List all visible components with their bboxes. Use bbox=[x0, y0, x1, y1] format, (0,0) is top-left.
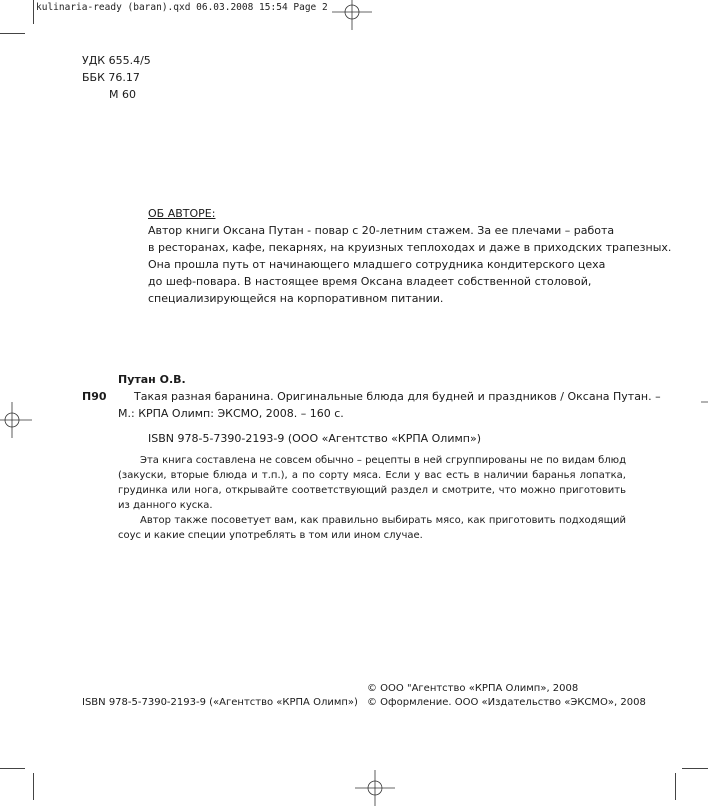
catalog-title: Такая разная баранина. Оригинальные блюда для будней и праздников / Оксана Путан. – bbox=[134, 390, 661, 403]
catalog-isbn: ISBN 978-5-7390-2193-9 (ООО «Агентство «КРПА Олимп») bbox=[148, 432, 481, 445]
about-author-heading: ОБ АВТОРЕ: bbox=[148, 207, 216, 220]
udk: УДК 655.4/5 bbox=[82, 54, 151, 67]
crop-mark bbox=[33, 0, 34, 24]
crop-mark bbox=[675, 773, 676, 800]
copyright-line: © Оформление. ООО «Издательство «ЭКСМО», 2008 bbox=[367, 697, 646, 708]
registration-mark-icon bbox=[355, 768, 395, 808]
registration-mark-icon bbox=[701, 382, 708, 422]
crop-mark bbox=[0, 768, 25, 769]
about-author-line: в ресторанах, кафе, пекарнях, на круизных теплоходах и даже в приходских трапезных. bbox=[148, 241, 672, 254]
author-mark: М 60 bbox=[109, 88, 136, 101]
catalog-code: П90 bbox=[82, 390, 107, 403]
catalog-imprint: М.: КРПА Олимп: ЭКСМО, 2008. – 160 с. bbox=[118, 407, 344, 420]
annotation bbox=[118, 453, 626, 543]
annotation-paragraph: Автор также посоветует вам, как правильно выбирать мясо, как приготовить подходящий соус и какие специи употреблять в том или ином случае. bbox=[118, 515, 626, 541]
file-slug: kulinaria-ready (baran).qxd 06.03.2008 15:54 Page 2 bbox=[36, 2, 328, 13]
registration-mark-icon bbox=[332, 0, 372, 32]
about-author-line: специализирующейся на корпоративном питании. bbox=[148, 292, 444, 305]
catalog-author: Путан О.В. bbox=[118, 373, 186, 386]
annotation-paragraph: Эта книга составлена не совсем обычно – рецепты в ней сгруппированы не по видам блюд (закуски, вторые блюда и т.п.), а по сорту мяса. Если у вас есть в наличии баранья лопатка, грудинка или нога, открывайте соответствующий раздел и смотрите, что можно приготовить из данного куска. bbox=[118, 455, 626, 511]
crop-mark bbox=[0, 33, 25, 34]
registration-mark-icon bbox=[0, 400, 32, 440]
about-author-line: до шеф-повара. В настоящее время Оксана владеет собственной столовой, bbox=[148, 275, 592, 288]
crop-mark bbox=[682, 768, 708, 769]
bbk: ББК 76.17 bbox=[82, 71, 140, 84]
crop-mark bbox=[33, 773, 34, 800]
footer-isbn: ISBN 978-5-7390-2193-9 («Агентство «КРПА Олимп») bbox=[82, 697, 358, 708]
about-author-line: Автор книги Оксана Путан - повар с 20-летним стажем. За ее плечами – работа bbox=[148, 224, 615, 237]
copyright-line: © ООО "Агентство «КРПА Олимп», 2008 bbox=[367, 683, 579, 694]
about-author-line: Она прошла путь от начинающего младшего сотрудника кондитерского цеха bbox=[148, 258, 606, 271]
